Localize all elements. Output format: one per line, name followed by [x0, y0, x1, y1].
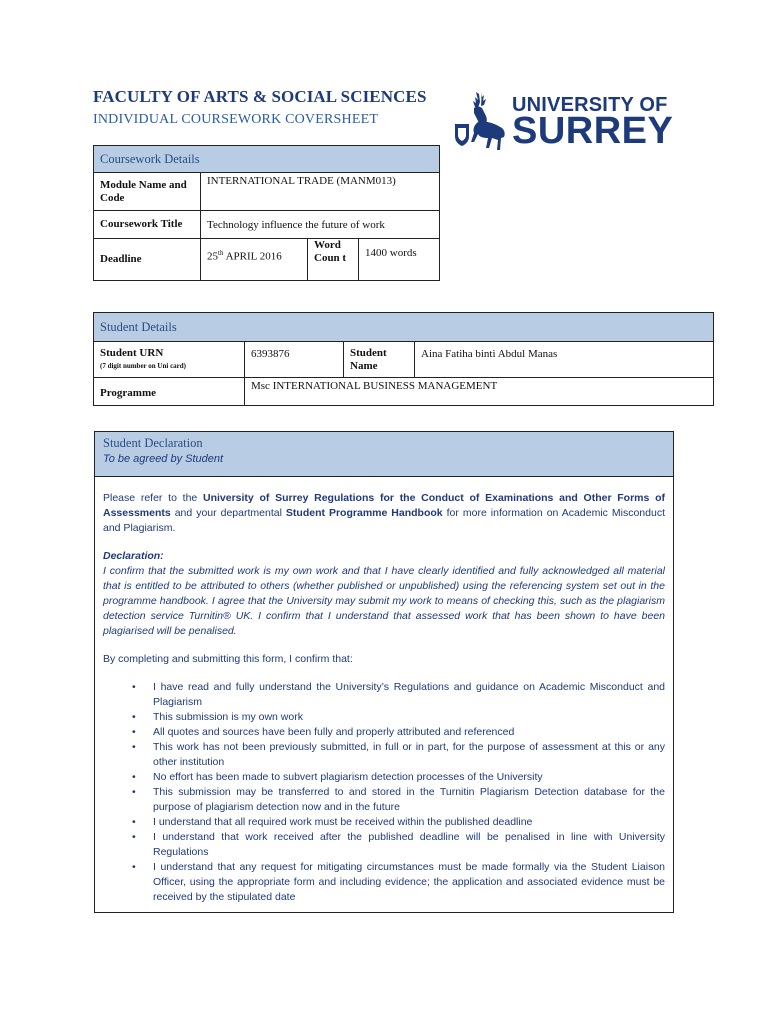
- student-name-value: Aina Fatiha binti Abdul Manas: [415, 342, 714, 378]
- handbook-reference: Student Programme Handbook: [285, 507, 443, 519]
- list-item: • This submission may be transferred to and stored in the Turnitin Plagiarism Detection database for the purpose of plagiarism detection now and in the future: [103, 785, 665, 815]
- confirm-intro: By completing and submitting this form, I confirm that:: [103, 653, 353, 665]
- deadline-label: Deadline: [94, 239, 201, 281]
- coursework-title-value: Technology influence the future of work: [201, 211, 440, 239]
- regulations-reference: University of Surrey Regulations for the Conduct of Examinations and Other Forms of Assessments: [103, 492, 665, 519]
- coursework-title-label: Coursework Title: [94, 211, 201, 239]
- intro-text-2: and your departmental: [170, 507, 286, 519]
- student-name-label: Student Name: [344, 342, 415, 378]
- list-item: • All quotes and sources have been fully and properly attributed and referenced: [103, 725, 665, 740]
- faculty-title: FACULTY OF ARTS & SOCIAL SCIENCES: [93, 87, 427, 106]
- student-urn-label: [94, 342, 245, 378]
- deadline-day: 25: [207, 250, 218, 263]
- declaration-body: [95, 477, 673, 905]
- student-urn-value: 6393876: [245, 342, 344, 378]
- programme-label: Programme: [94, 378, 245, 406]
- list-item: • This work has not been previously submitted, in full or in part, for the purpose of assessment at this or any other institution: [103, 740, 665, 770]
- list-item: • This submission is my own work: [103, 710, 665, 725]
- coversheet-subtitle: INDIVIDUAL COURSEWORK COVERSHEET: [93, 112, 379, 127]
- list-item: • I understand that all required work must be received within the published deadline: [103, 815, 665, 830]
- confirmation-list: [103, 680, 665, 905]
- deadline-month-year: APRIL 2016: [223, 250, 282, 263]
- student-urn-note: (7 digit number on Uni card): [100, 361, 187, 370]
- stag-icon: [452, 90, 514, 154]
- word-count-value: 1400 words: [359, 239, 440, 281]
- intro-text-3: for more information on Academic Misconduct and Plagiarism.: [103, 507, 665, 534]
- declaration-label: Declaration:: [103, 550, 164, 562]
- deadline-suffix: th: [218, 249, 224, 257]
- list-item: • No effort has been made to subvert plagiarism detection processes of the University: [103, 770, 665, 785]
- student-details-heading: Student Details: [94, 313, 714, 342]
- module-value: INTERNATIONAL TRADE (MANM013): [201, 173, 440, 211]
- declaration-intro: [103, 491, 665, 536]
- university-logo: [452, 90, 682, 154]
- intro-text-1: Please refer to the: [103, 492, 203, 504]
- logo-text-surrey: SURREY: [512, 110, 674, 152]
- list-item: • I understand that work received after the published deadline will be penalised in line with University Regulations: [103, 830, 665, 860]
- declaration-heading: Student Declaration: [103, 436, 203, 450]
- deadline-value: [201, 239, 308, 281]
- word-count-label: Word Coun t: [308, 239, 359, 281]
- coursework-details-table: [93, 145, 440, 281]
- student-details-table: [93, 312, 714, 406]
- logo-text-university-of: UNIVERSITY OF: [512, 94, 668, 116]
- declaration-text: I confirm that the submitted work is my own work and that I have clearly identified and fully acknowledged all material that is entitled to be attributed to others (whether published or unpublished) using the referencing system set out in the programme handbook. I agree that the University may submit my work to means of checking this, such as the plagiarism detection service Turnitin® UK. I confirm that I understand that assessed work that has been shown to have been plagiarised will be penalised.: [103, 565, 665, 637]
- list-item: • I understand that any request for mitigating circumstances must be made formally via the Student Liaison Officer, using the appropriate form and including evidence; the application and associated evidence must be received by the stipulated date: [103, 860, 665, 905]
- declaration-header: [95, 432, 673, 477]
- programme-value: Msc INTERNATIONAL BUSINESS MANAGEMENT: [245, 378, 714, 406]
- student-declaration-box: [94, 431, 674, 913]
- coursework-details-heading: Coursework Details: [94, 146, 440, 173]
- student-urn-title: Student URN: [100, 346, 164, 359]
- list-item: • I have read and fully understand the University’s Regulations and guidance on Academic Misconduct and Plagiarism: [103, 680, 665, 710]
- declaration-statement: [103, 549, 665, 639]
- declaration-subheading: To be agreed by Student: [103, 453, 224, 465]
- module-label: Module Name and Code: [94, 173, 201, 211]
